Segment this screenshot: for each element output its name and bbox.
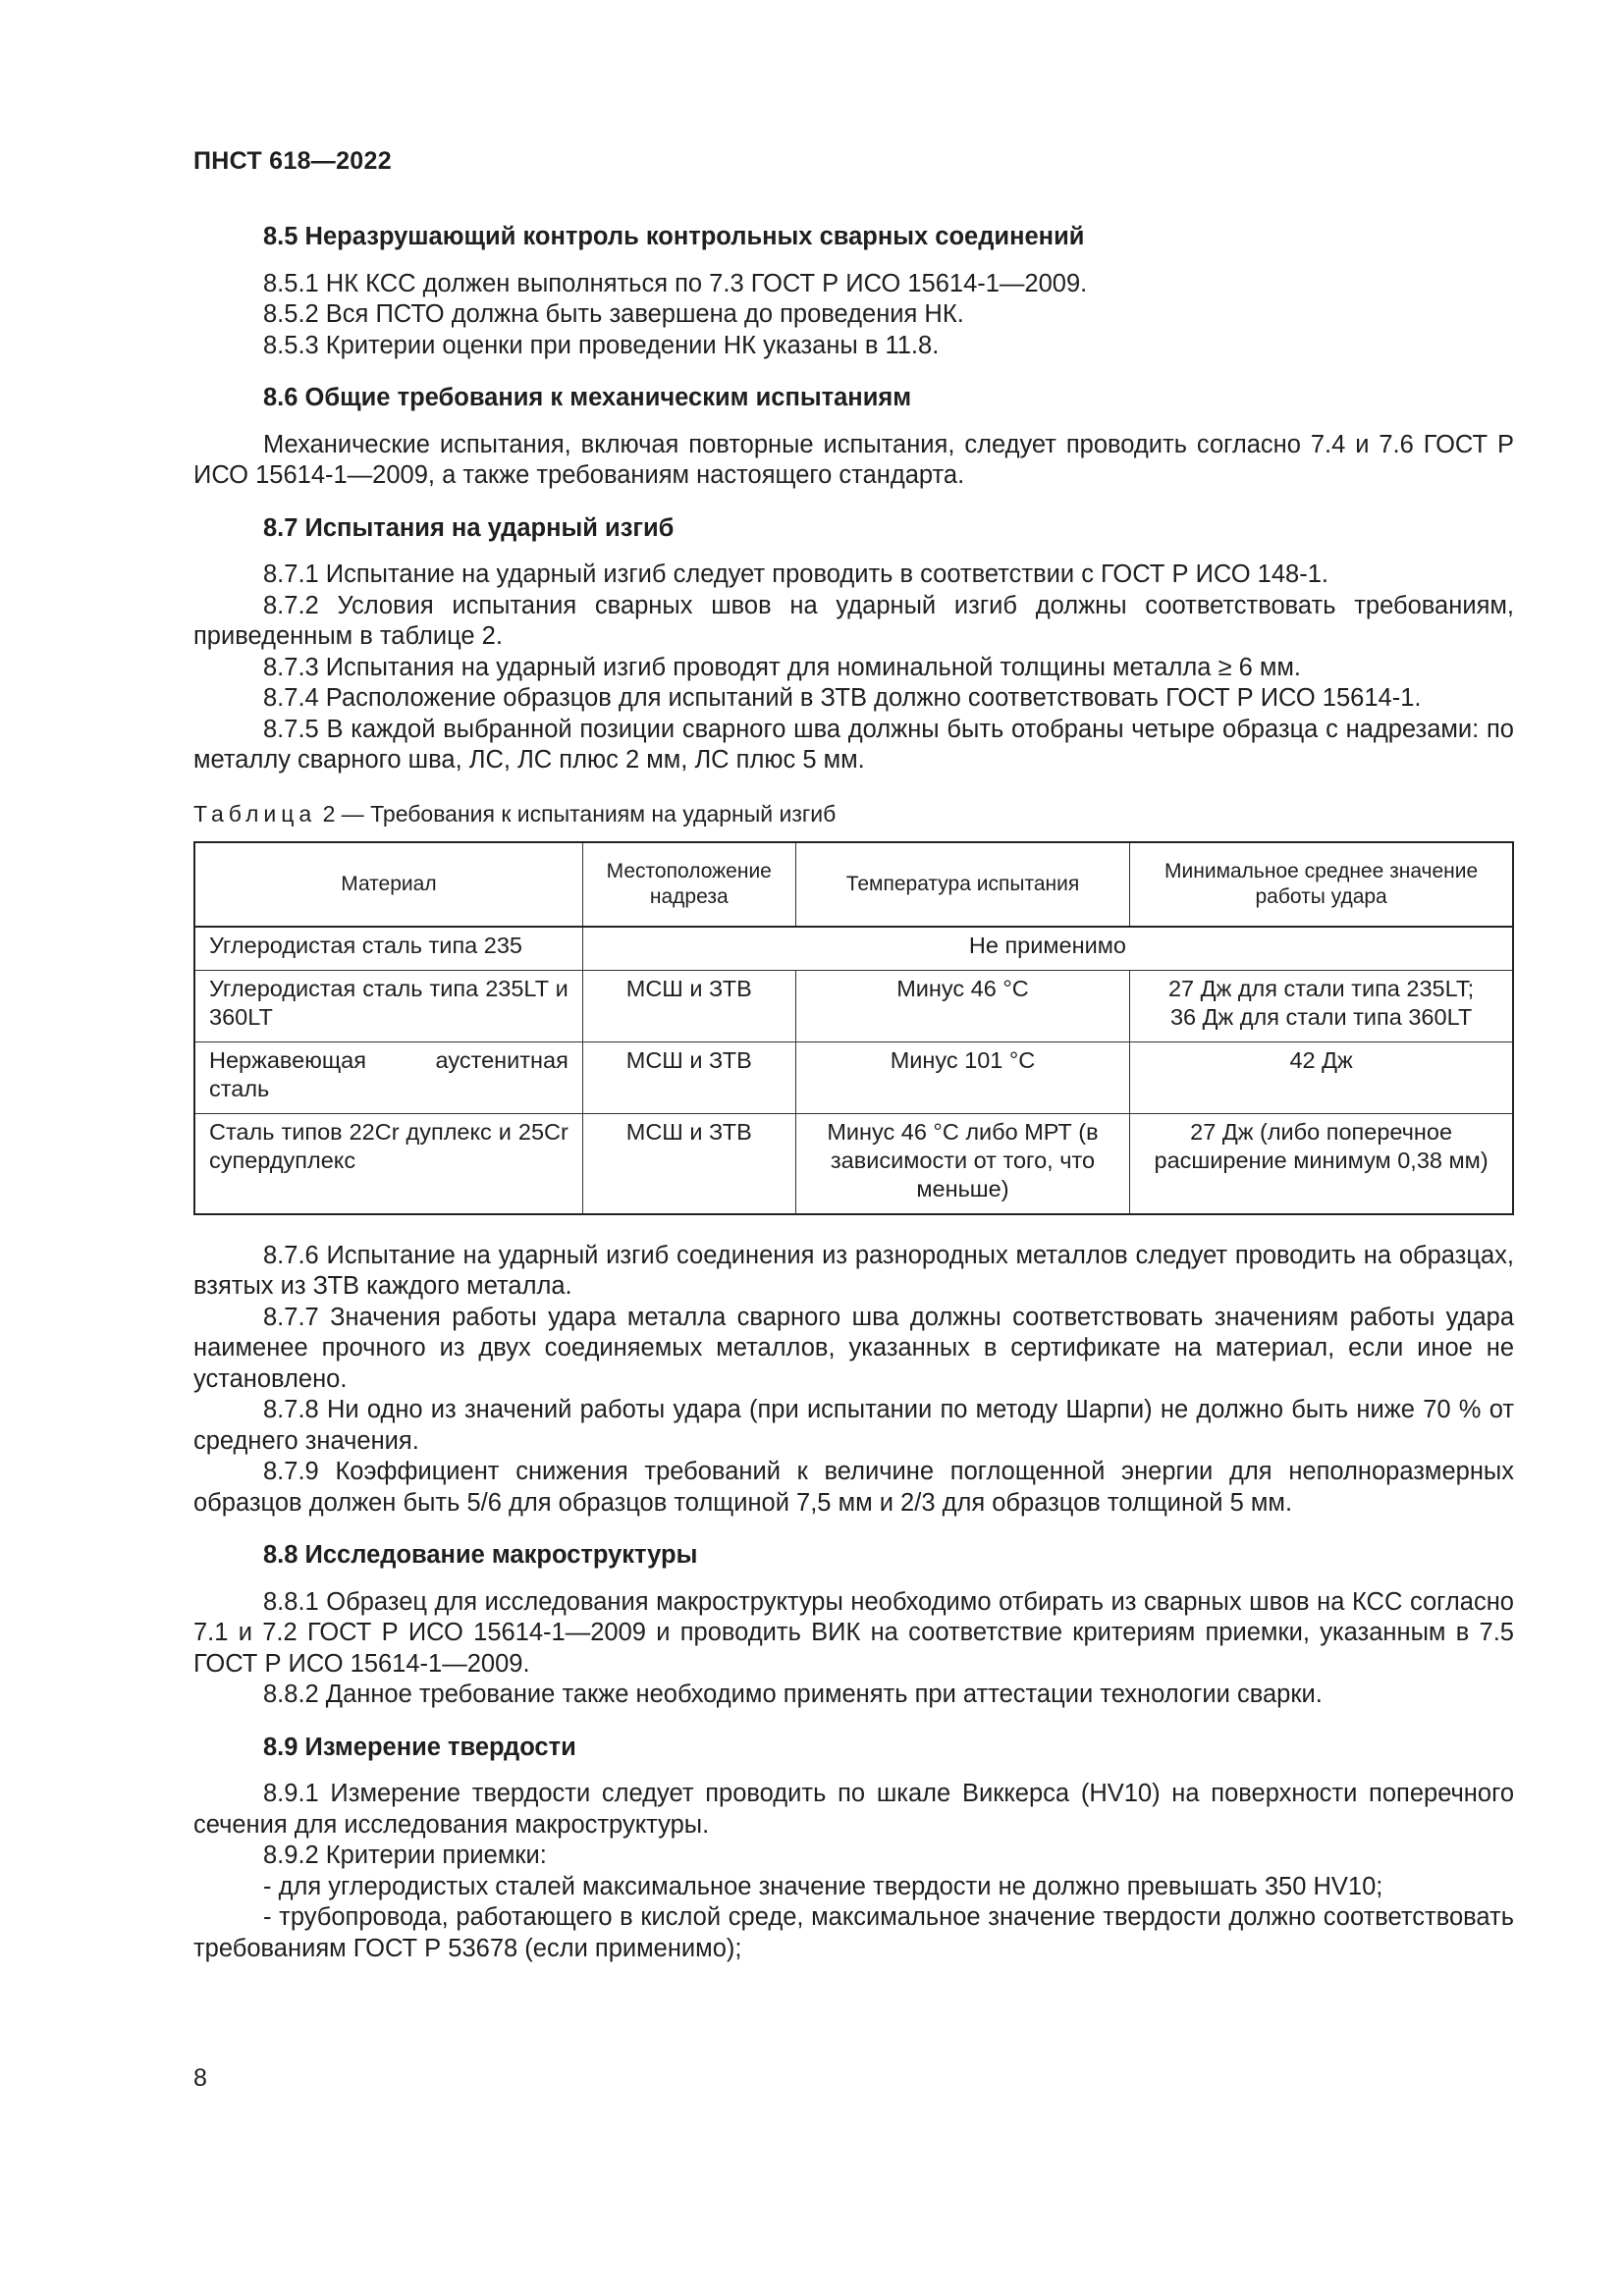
paragraph: 8.9.1 Измерение твердости следует проводить по шкале Виккерса (HV10) на поверхности поперечного сечения для исследования макроструктуры. xyxy=(193,1780,1514,1839)
paragraph: 8.8.2 Данное требование также необходимо применять при аттестации технологии сварки. xyxy=(263,1681,1323,1708)
paragraph: 8.5.2 Вся ПСТО должна быть завершена до проведения НК. xyxy=(263,300,964,328)
temperature-cell: Минус 46 °С xyxy=(795,970,1130,1041)
paragraph: 8.7.4 Расположение образцов для испытаний в ЗТВ должно соответствовать ГОСТ Р ИСО 15614-1. xyxy=(263,684,1422,712)
section-heading-8-8: 8.8 Исследование макроструктуры xyxy=(263,1541,698,1569)
section-heading-8-9: 8.9 Измерение твердости xyxy=(263,1733,576,1761)
paragraph: 8.5.1 НК КСС должен выполняться по 7.3 ГОСТ Р ИСО 15614-1—2009. xyxy=(263,269,1088,297)
table-row xyxy=(194,970,1513,1041)
column-header: Температура испытания xyxy=(795,842,1130,927)
table-caption xyxy=(193,800,1514,828)
paragraph: 8.7.6 Испытание на ударный изгиб соединения из разнородных металлов следует проводить на образцах, взятых из ЗТВ каждого металла. xyxy=(193,1241,1514,1300)
paragraph: 8.7.3 Испытания на ударный изгиб проводят для номинальной толщины металла ≥ 6 мм. xyxy=(263,653,1302,681)
document-code: ПНСТ 618—2022 xyxy=(193,147,392,175)
paragraph: 8.9.2 Критерии приемки: xyxy=(263,1842,547,1869)
paragraph: Механические испытания, включая повторные испытания, следует проводить согласно 7.4 и 7.6 ГОСТ Р ИСО 15614-1—2009, а также требованиям настоящего стандарта. xyxy=(193,430,1514,489)
temperature-cell: Минус 101 °С xyxy=(795,1041,1130,1113)
paragraph: 8.8.1 Образец для исследования макроструктуры необходимо отбирать из сварных швов на КСС согласно 7.1 и 7.2 ГОСТ Р ИСО 15614-1—2009 и проводить ВИК на соответствие критериям приемки, указанным в 7.5 ГОСТ Р ИСО 15614-1—2009. xyxy=(193,1587,1514,1678)
table-header-row xyxy=(194,842,1513,927)
impact-energy-cell xyxy=(1130,970,1513,1041)
impact-energy-line: 36 Дж для стали типа 360LT xyxy=(1169,1003,1473,1030)
page-number: 8 xyxy=(193,2064,207,2092)
column-header: Минимальное среднее значение работы удара xyxy=(1130,842,1513,927)
paragraph: 8.7.1 Испытание на ударный изгиб следует проводить в соответствии с ГОСТ Р ИСО 148-1. xyxy=(263,561,1328,588)
section-heading-8-5: 8.5 Неразрушающий контроль контрольных сварных соединений xyxy=(263,223,1085,250)
material-cell: Сталь типов 22Cr дуплекс и 25Cr супердуплекс xyxy=(194,1113,582,1214)
list-item: - трубопровода, работающего в кислой среде, максимальное значение твердости должно соответствовать требованиям ГОСТ Р 53678 (если применимо); xyxy=(193,1903,1514,1962)
page-content xyxy=(193,222,1514,1964)
notch-location-cell: МСШ и ЗТВ xyxy=(582,1113,795,1214)
paragraph: 8.5.3 Критерии оценки при проведении НК указаны в 11.8. xyxy=(263,331,940,359)
section-heading-8-6: 8.6 Общие требования к механическим испытаниям xyxy=(263,384,912,411)
table-caption-text: 2 — Требования к испытаниям на ударный изгиб xyxy=(322,800,837,827)
paragraph: 8.7.9 Коэффициент снижения требований к величине поглощенной энергии для неполноразмерных образцов должен быть 5/6 для образцов толщиной 7,5 мм и 2/3 для образцов толщиной 5 мм. xyxy=(193,1458,1514,1517)
section-heading-8-7: 8.7 Испытания на ударный изгиб xyxy=(263,513,675,542)
merged-cell: Не применимо xyxy=(582,927,1513,971)
material-cell: Углеродистая сталь типа 235LT и 360LT xyxy=(194,970,582,1041)
impact-energy-cell: 42 Дж xyxy=(1130,1041,1513,1113)
notch-location-cell: МСШ и ЗТВ xyxy=(582,1041,795,1113)
temperature-cell: Минус 46 °С либо МРТ (в зависимости от того, что меньше) xyxy=(795,1113,1130,1214)
material-cell: Углеродистая сталь типа 235 xyxy=(194,927,582,971)
list-item: - для углеродистых сталей максимальное значение твердости не должно превышать 350 HV10; xyxy=(263,1872,1383,1900)
impact-test-requirements-table xyxy=(193,841,1514,1215)
table-row xyxy=(194,927,1513,971)
paragraph: 8.7.5 В каждой выбранной позиции сварного шва должны быть отобраны четыре образца с надрезами: по металлу сварного шва, ЛС, ЛС плюс 2 мм, ЛС плюс 5 мм. xyxy=(193,715,1514,774)
impact-energy-cell: 27 Дж (либо поперечное расширение минимум 0,38 мм) xyxy=(1130,1113,1513,1214)
impact-energy-line: 27 Дж для стали типа 235LT; xyxy=(1167,975,1475,1001)
paragraph: 8.7.8 Ни одно из значений работы удара (при испытании по методу Шарпи) не должно быть ниже 70 % от среднего значения. xyxy=(193,1396,1514,1455)
column-header: Материал xyxy=(194,842,582,927)
paragraph: 8.7.7 Значения работы удара металла сварного шва должны соответствовать значениям работы удара наименее прочного из двух соединяемых металлов, указанных в сертификате на материал, если иное не установлено. xyxy=(193,1303,1514,1393)
paragraph: 8.7.2 Условия испытания сварных швов на ударный изгиб должны соответствовать требованиям, приведенным в таблице 2. xyxy=(193,591,1514,650)
table-caption-word: Таблица xyxy=(193,800,317,827)
material-cell: Нержавеющая аустенитная сталь xyxy=(194,1041,582,1113)
table-row xyxy=(194,1041,1513,1113)
column-header: Местоположение надреза xyxy=(582,842,795,927)
notch-location-cell: МСШ и ЗТВ xyxy=(582,970,795,1041)
table-row xyxy=(194,1113,1513,1214)
